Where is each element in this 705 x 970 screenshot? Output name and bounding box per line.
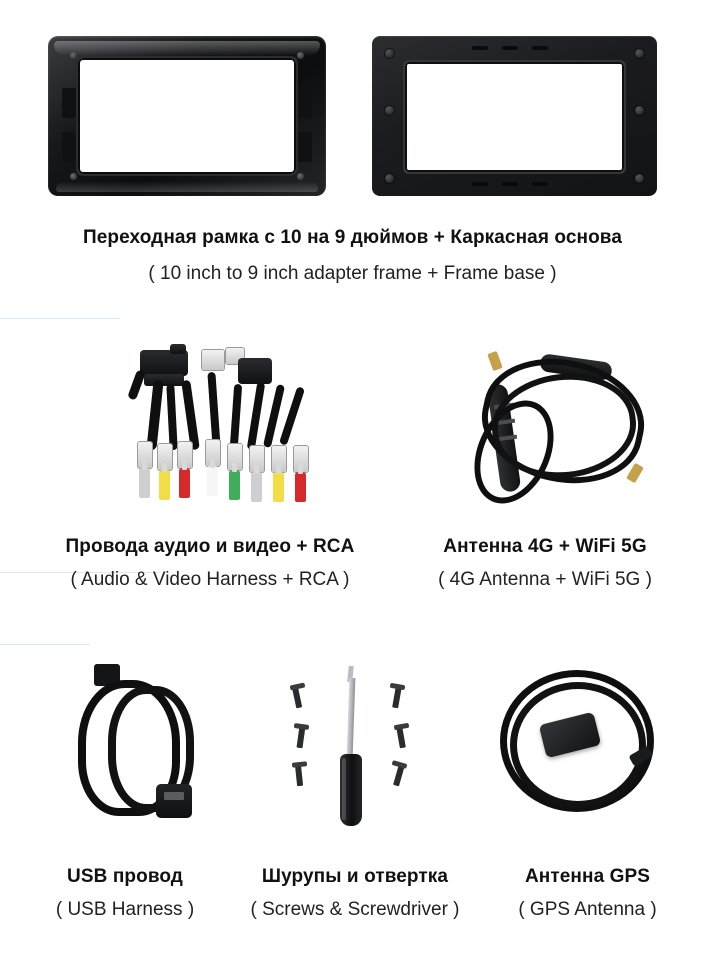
frame-tab [62,88,80,118]
audio-video-harness-image [110,340,370,520]
harness-connector [238,358,272,384]
rca-plug [273,472,284,502]
vent-slot [472,182,488,186]
rca-plug [207,466,218,496]
gps-caption-en: ( GPS Antenna ) [518,899,657,920]
gloss-highlight [56,182,318,192]
cable [247,382,266,450]
sma-connector [626,463,644,484]
frame-tab [294,88,312,118]
cable [207,372,220,448]
rca-plug [179,468,190,498]
cable [181,380,200,451]
accessories-captions-en [0,898,705,924]
screw-hole [635,106,644,115]
accessories-captions-ru [0,865,705,891]
screw-hole [70,52,77,59]
usb-harness-image [60,660,240,845]
screw-head [390,683,406,691]
antenna4g-caption-en: ( 4G Antenna + WiFi 5G ) [438,569,652,590]
rca-plug [295,472,306,502]
vent-slot [502,46,518,50]
cable [230,384,242,448]
screws-caption-en: ( Screws & Screwdriver ) [250,899,460,920]
screw-head [292,761,307,768]
screws-screwdriver-image [290,660,430,845]
frames-image-row [0,28,705,198]
section-frames [0,0,705,300]
rca-plug [139,468,150,498]
frame-base-image [372,36,657,196]
screw-hole [385,174,394,183]
gps-antenna-image [490,660,670,845]
screws-caption-ru: Шурупы и отвертка [261,866,449,887]
gps-caption-ru: Антенна GPS [524,866,651,887]
harness-connector [144,374,184,386]
screw-hole [635,174,644,183]
harness-connector-white [202,350,224,370]
watermark-line [0,644,90,645]
rca-plug [251,472,262,502]
vent-slot [472,46,488,50]
screw-hole [70,173,77,180]
usb-caption-en: ( USB Harness ) [55,899,195,920]
screw-hole [297,173,304,180]
section-accessories [0,650,705,950]
harness-connector [170,344,186,354]
screw-hole [635,49,644,58]
frame-tab [294,132,312,162]
gloss-highlight [54,41,320,55]
screw-hole [297,52,304,59]
usb-port [156,784,192,818]
usb-caption-ru: USB провод [67,866,183,887]
antenna-4g-wifi-image [470,340,670,520]
watermark-line [0,318,120,319]
frames-caption-en: ( 10 inch to 9 inch adapter frame + Frame base ) [148,263,557,284]
rca-plug [229,470,240,500]
section-harness-antenna [0,330,705,600]
screw-head [294,723,310,730]
antenna4g-caption-ru: Антенна 4G + WiFi 5G [443,536,647,557]
screw-hole [385,106,394,115]
harness-caption-en: ( Audio & Video Harness + RCA ) [70,569,350,590]
cable [146,380,163,451]
handle-highlight [342,758,346,820]
vent-slot [502,182,518,186]
vent-slot [532,46,548,50]
frames-caption-ru: Переходная рамка с 10 на 9 дюймов + Каркасная основа [82,227,623,248]
cable [166,384,177,450]
screwdriver-shaft [347,678,356,758]
frame-tab [62,132,80,162]
harness-caption-ru: Провода аудио и видео + RCA [65,536,355,557]
sma-connector [487,351,503,371]
vent-slot [532,182,548,186]
screw-hole [385,49,394,58]
usb-port-slot [164,792,184,800]
adapter-frame-image [48,36,326,196]
rca-plug [159,470,170,500]
cable [127,369,146,400]
